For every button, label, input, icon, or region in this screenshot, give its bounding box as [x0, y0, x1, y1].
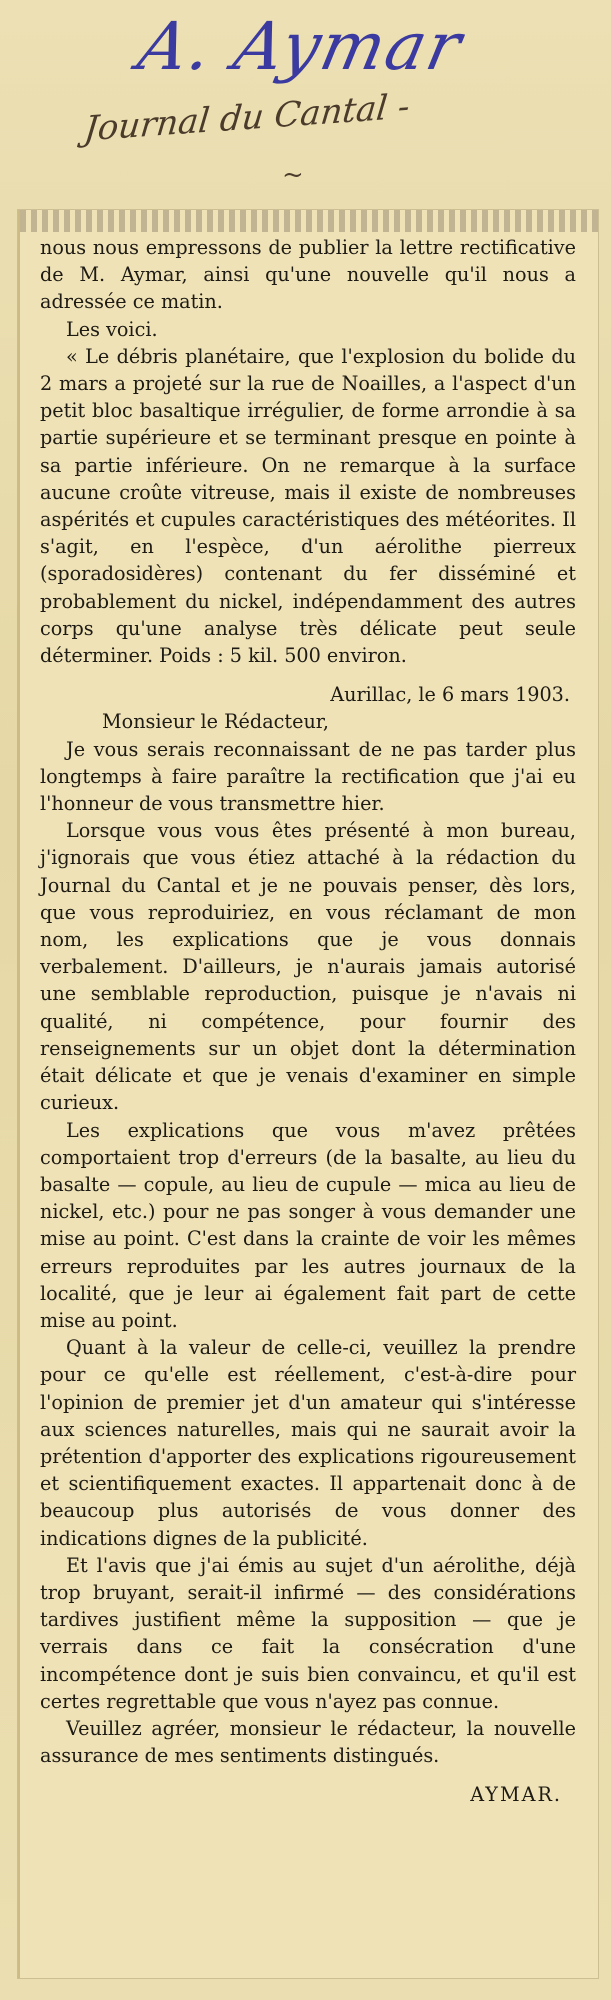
letter-date: Aurillac, le 6 mars 1903.	[330, 683, 570, 707]
handwritten-mark: ~	[282, 160, 304, 190]
letter-paragraph: Veuillez agréer, monsieur le rédacteur, la nouvelle assurance de mes sentiments distingués.	[40, 1716, 576, 1768]
letter-paragraph: Je vous serais reconnaissant de ne pas tarder plus longtemps à faire paraître la rectification que j'ai eu l'honneur de vous transmettre hier.	[40, 737, 576, 816]
intro-paragraph: nous nous empressons de publier la lettre rectificative de M. Aymar, ainsi qu'une nouvelle qu'il nous a adressée ce matin.	[40, 236, 576, 314]
letter-paragraph: Lorsque vous vous êtes présenté à mon bureau, j'ignorais que vous étiez attaché à la rédaction du Journal du Cantal et je ne pouvais penser, dès lors, que vous reproduiriez, en vous réclamant de mon nom, les explications que je vous donnais verbalement. D'ailleurs, je n'aurais jamais autorisé une semblable reproduction, puisque je n'avais ni qualité, ni compétence, pour fournir des renseignements sur un objet dont la détermination était délicate et que je venais d'examiner en simple curieux.	[40, 819, 576, 1115]
letter-paragraph: Les explications que vous m'avez prêtées comportaient trop d'erreurs (de la basalte, au lieu du basalte — copule, au lieu de cupule — mica au lieu de nickel, etc.) pour ne pas songer à vous demander une mise au point. C'est dans la crainte de voir les mêmes erreurs reproduites par les autres journaux de la localité, que je leur ai également fait part de cette mise au point.	[40, 1118, 576, 1332]
handwritten-name: A. Aymar	[131, 8, 470, 85]
signature: AYMAR.	[470, 1783, 562, 1807]
les-voici: Les voici.	[66, 317, 158, 341]
salutation: Monsieur le Rédacteur,	[102, 710, 329, 734]
newspaper-clipping	[18, 210, 598, 1978]
clipping-text	[40, 234, 576, 1809]
handwritten-source: Journal du Cantal -	[82, 86, 412, 150]
letter-paragraph: Et l'avis que j'ai émis au sujet d'un aérolithe, déjà trop bruyant, serait-il infirmé — des considérations tardives justifient même la supposition — que je verrais dans ce fait la consécration d'une incompétence dont je suis bien convaincu, et qu'il est certes regrettable que vous n'ayez pas connue.	[40, 1553, 576, 1713]
cut-line-top	[20, 210, 598, 232]
spacer	[40, 669, 576, 681]
handwritten-header	[0, 0, 611, 200]
quote-paragraph: « Le débris planétaire, que l'explosion du bolide du 2 mars a projeté sur la rue de Noailles, a l'aspect d'un petit bloc basaltique irrégulier, de forme arrondie à sa partie supérieure et se terminant presque en pointe à sa partie inférieure. On ne remarque à la surface aucune croûte vitreuse, mais il existe de nombreuses aspérités et cupules caractéristiques des météorites. Il s'agit, en l'espèce, d'un aérolithe pierreux (sporadosidères) contenant du fer disséminé et probablement du nickel, indépendamment des autres corps qu'une analyse très délicate peut seule déterminer. Poids : 5 kil. 500 environ.	[40, 344, 576, 668]
letter-paragraph: Quant à la valeur de celle-ci, veuillez la prendre pour ce qu'elle est réellement, c'est-à-dire pour l'opinion de premier jet d'un amateur qui s'intéresse aux sciences naturelles, mais qui ne saurait avoir la prétention d'apporter des explications rigoureusement et scientifiquement exactes. Il appartenait donc à de beaucoup plus autorisés de vous donner des indications dignes de la publicité.	[40, 1336, 576, 1550]
